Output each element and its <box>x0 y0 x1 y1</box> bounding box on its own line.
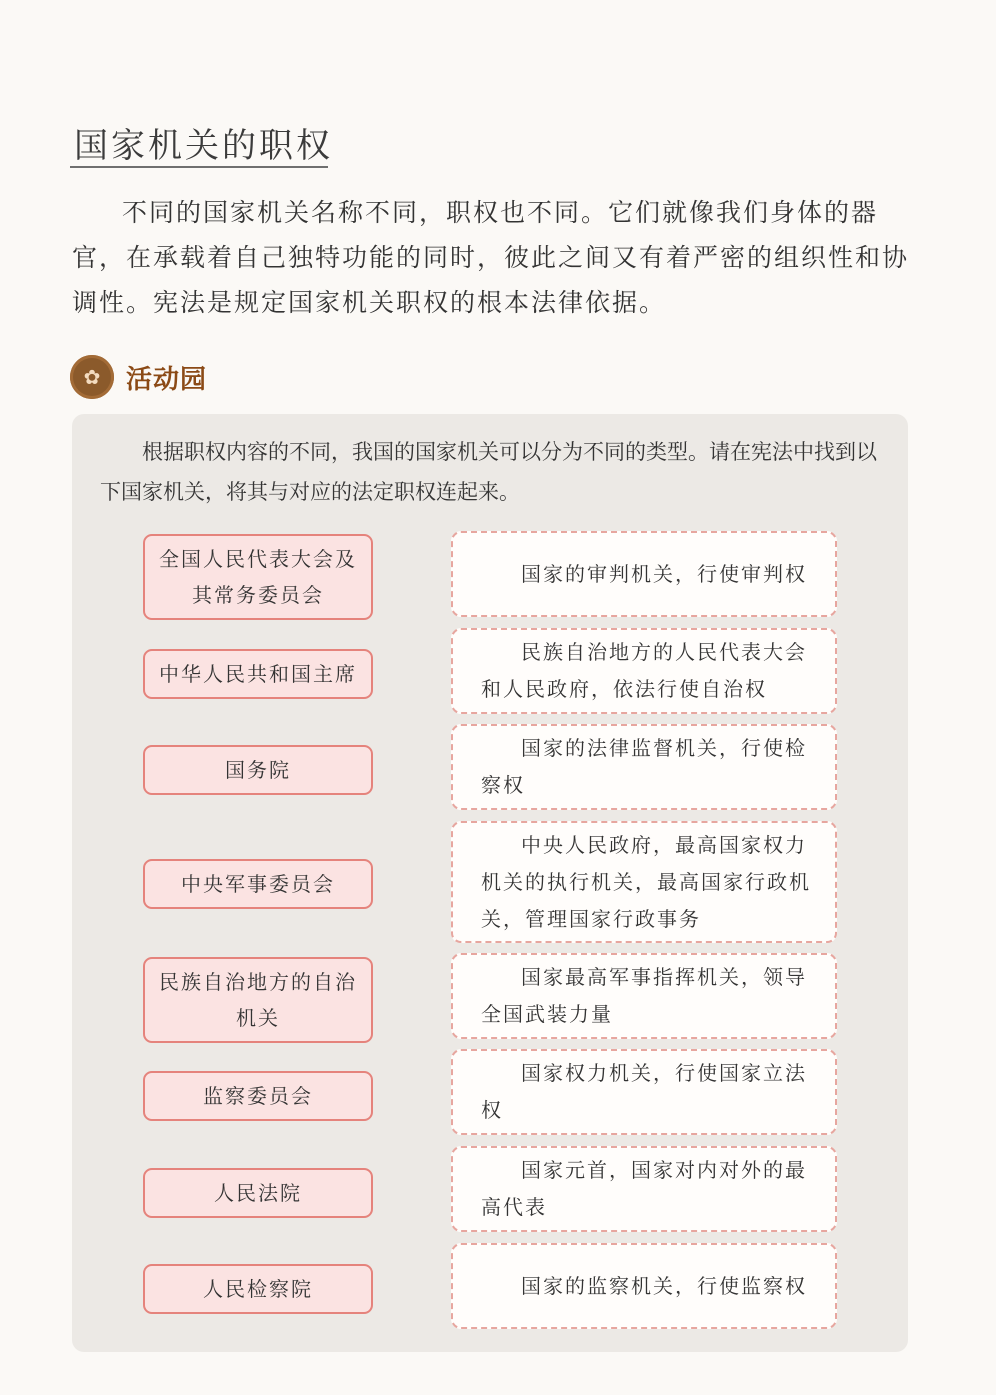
organ-label: 中华人民共和国主席 <box>159 662 357 686</box>
organ-peoples-procuratorate[interactable] <box>143 1264 373 1314</box>
organ-label: 国务院 <box>225 758 291 782</box>
power-item[interactable] <box>451 628 837 714</box>
power-text: 国家的监察机关，行使监察权 <box>521 1273 807 1298</box>
organ-autonomous-organs[interactable] <box>143 957 373 1043</box>
organ-label: 监察委员会 <box>203 1084 313 1108</box>
power-item[interactable] <box>451 821 837 943</box>
organ-label: 人民法院 <box>214 1181 302 1205</box>
power-item[interactable] <box>451 724 837 810</box>
organ-label: 人民检察院 <box>203 1277 313 1301</box>
activity-label: 活动园 <box>126 364 208 395</box>
power-text: 国家元首，国家对内对外的最高代表 <box>481 1158 807 1219</box>
power-text: 国家的法律监督机关，行使检察权 <box>481 736 807 797</box>
organ-state-council[interactable] <box>143 745 373 795</box>
flower-icon: ✿ <box>70 355 114 399</box>
section-title: 国家机关的职权 <box>74 126 333 166</box>
power-item[interactable] <box>451 1243 837 1329</box>
title-underline <box>70 166 328 168</box>
organ-supervisory-commission[interactable] <box>143 1071 373 1121</box>
power-text: 国家最高军事指挥机关，领导全国武装力量 <box>481 965 807 1026</box>
activity-header <box>70 352 207 402</box>
organ-npc[interactable] <box>143 534 373 620</box>
organ-president[interactable] <box>143 649 373 699</box>
organ-label: 民族自治地方的自治机关 <box>159 970 357 1030</box>
power-text: 中央人民政府，最高国家权力机关的执行机关，最高国家行政机关，管理国家行政事务 <box>481 832 811 931</box>
organ-central-military-commission[interactable] <box>143 859 373 909</box>
power-text: 民族自治地方的人民代表大会和人民政府，依法行使自治权 <box>481 640 807 701</box>
organ-label: 中央军事委员会 <box>181 872 335 896</box>
organ-label: 全国人民代表大会及其常务委员会 <box>159 547 357 607</box>
power-text: 国家的审判机关，行使审判权 <box>521 561 807 586</box>
power-item[interactable] <box>451 953 837 1039</box>
activity-instructions: 根据职权内容的不同，我国的国家机关可以分为不同的类型。请在宪法中找到以下国家机关，将其与对应的法定职权连起来。 <box>100 440 877 504</box>
power-text: 国家权力机关，行使国家立法权 <box>481 1061 807 1122</box>
power-item[interactable] <box>451 531 837 617</box>
power-item[interactable] <box>451 1049 837 1135</box>
power-item[interactable] <box>451 1146 837 1232</box>
organ-peoples-court[interactable] <box>143 1168 373 1218</box>
intro-paragraph: 不同的国家机关名称不同，职权也不同。它们就像我们身体的器官，在承载着自己独特功能的同时，彼此之间又有着严密的组织性和协调性。宪法是规定国家机关职权的根本法律依据。 <box>72 198 910 317</box>
